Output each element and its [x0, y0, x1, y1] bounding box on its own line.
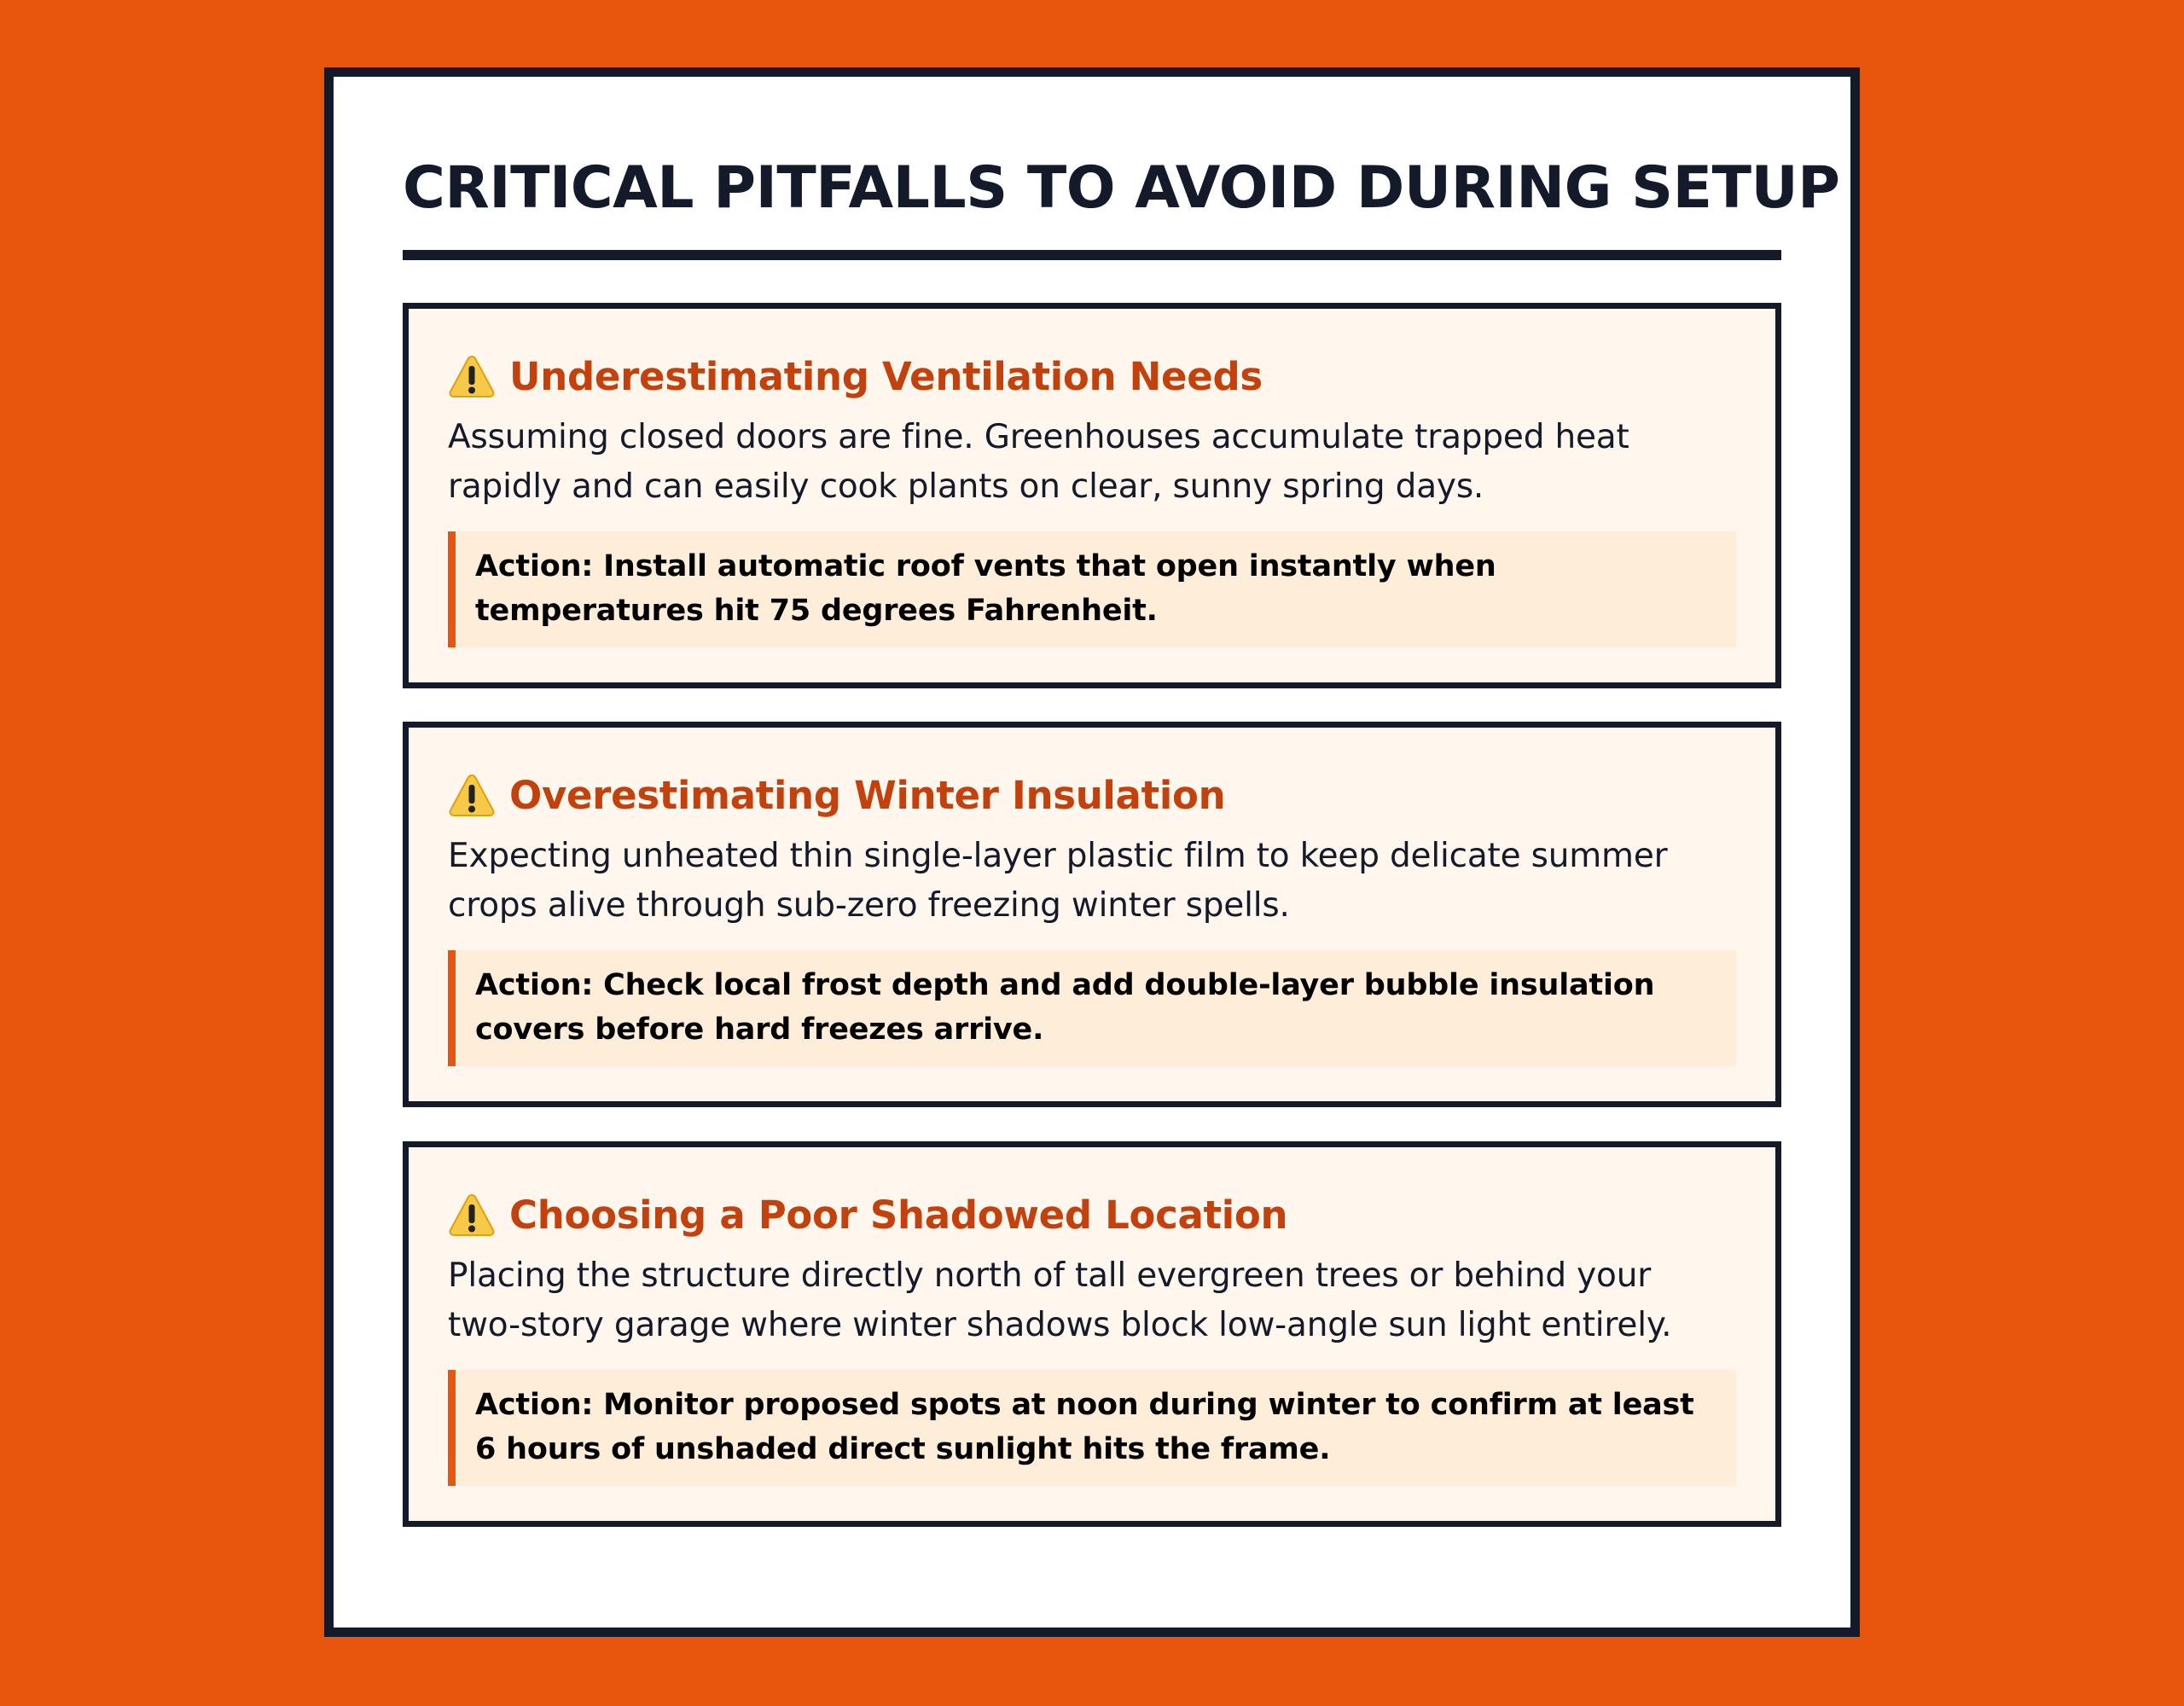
warning-icon: [448, 773, 496, 817]
pitfall-title: Choosing a Poor Shadowed Location: [509, 1192, 1288, 1238]
pitfall-card-location: [403, 1141, 1781, 1527]
pitfall-card-header: [448, 765, 1225, 825]
title-divider: [403, 250, 1781, 260]
pitfall-description: Assuming closed doors are fine. Greenhouses accumulate trapped heat rapidly and can easily cook plants on clear, sunny spring days.: [448, 418, 1629, 506]
pitfall-card-ventilation: [403, 303, 1781, 688]
pitfall-card-header: [448, 1185, 1287, 1245]
pitfall-description: Placing the structure directly north of tall evergreen trees or behind your two-story garage where winter shadows block low-angle sun light entirely.: [448, 1256, 1672, 1344]
warning-icon: [448, 354, 496, 398]
pitfall-card-insulation: [403, 722, 1781, 1107]
pitfall-card-header: [448, 346, 1263, 406]
pitfall-action-callout: Action: Install automatic roof vents that open instantly when temperatures hit 75 degrees Fahrenheit.: [448, 531, 1736, 647]
pitfall-action-callout: Action: Check local frost depth and add double-layer bubble insulation covers before hard freezes arrive.: [448, 950, 1736, 1066]
pitfall-action-callout: Action: Monitor proposed spots at noon during winter to confirm at least 6 hours of unshaded direct sunlight hits the frame.: [448, 1370, 1736, 1486]
pitfall-title: Overestimating Winter Insulation: [509, 772, 1226, 818]
pitfall-description: Expecting unheated thin single-layer plastic film to keep delicate summer crops alive through sub-zero freezing winter spells.: [448, 837, 1668, 925]
warning-icon: [448, 1192, 496, 1237]
page-title: CRITICAL PITFALLS TO AVOID DURING SETUP: [403, 154, 1840, 222]
pitfall-title: Underestimating Ventilation Needs: [509, 353, 1263, 399]
